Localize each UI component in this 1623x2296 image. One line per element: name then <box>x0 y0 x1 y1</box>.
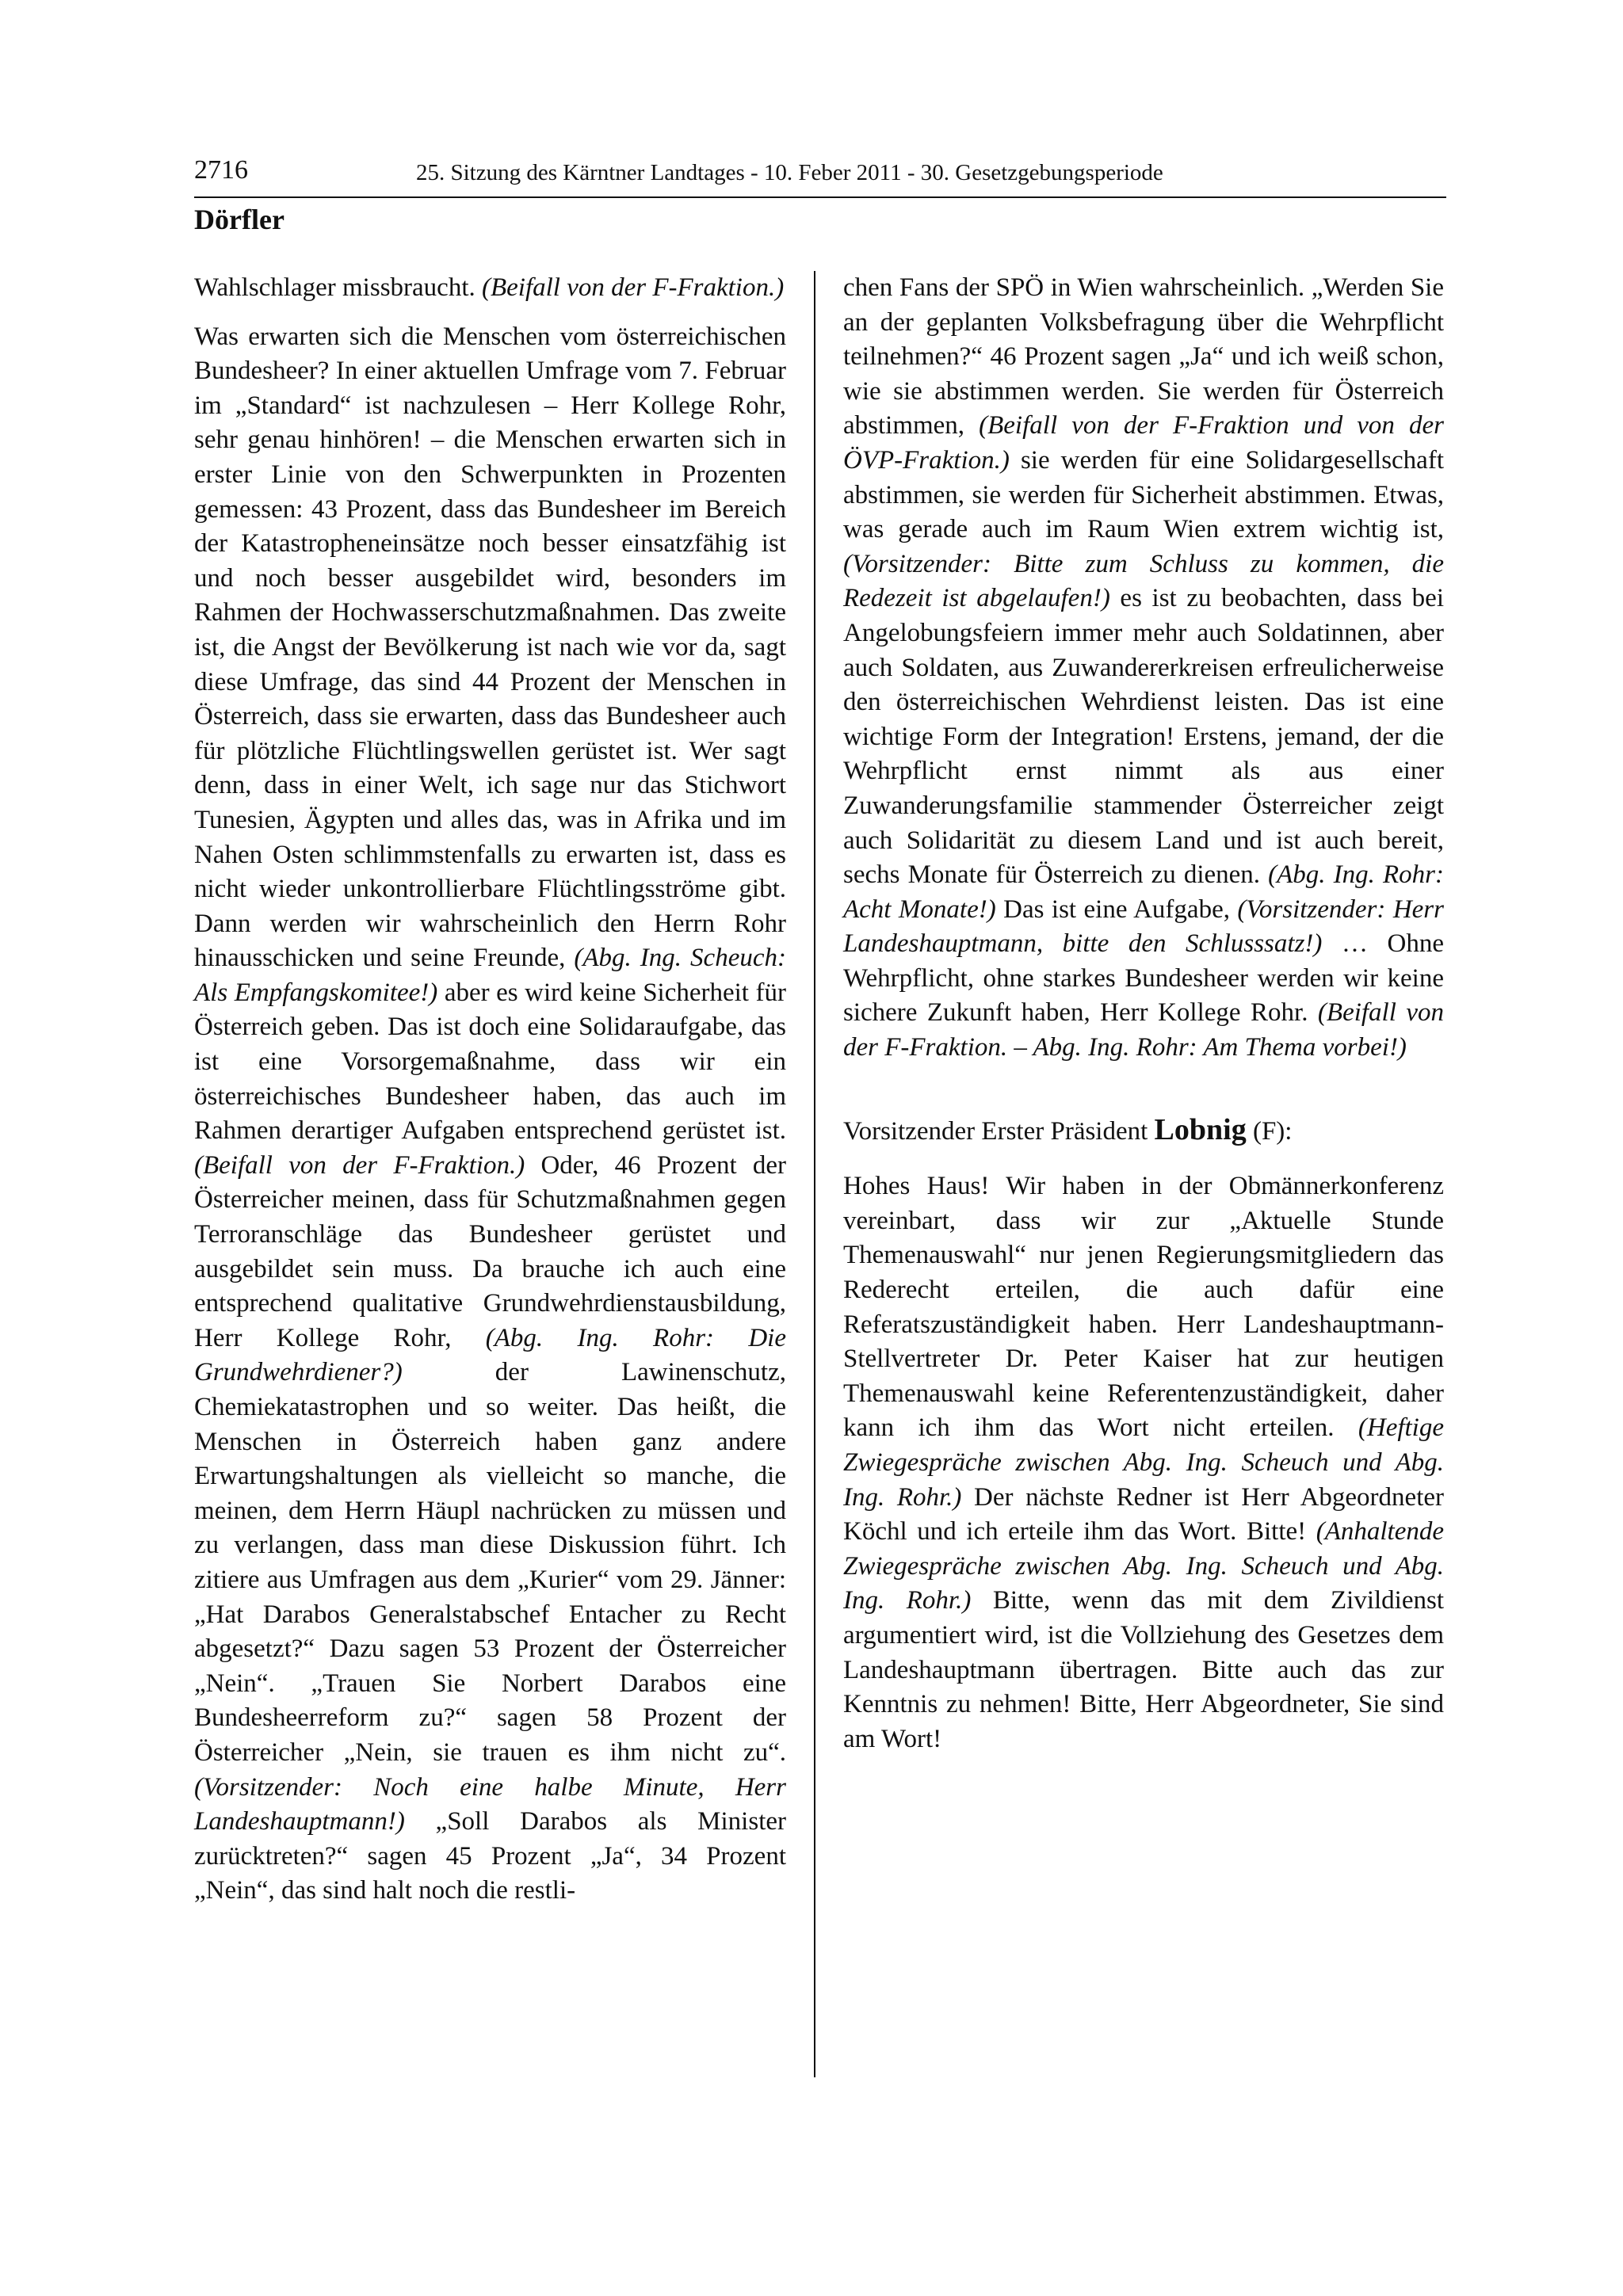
interjection: (Vorsitzender: Noch eine halbe Minute, Herr Landeshauptmann!) <box>194 1772 786 1836</box>
speech-text: Hohes Haus! Wir haben in der Obmännerkonferenz vereinbart, dass wir zur „Aktuelle Stunde Themenauswahl“ nur jenen Regierungsmitgliedern das Rederecht erteilen, die auch dafür eine Referatszuständigkeit haben. Herr Landeshauptmann-Stellvertreter Dr. Peter Kaiser hat zur heutigen Themenauswahl keine Referentenzuständigkeit, daher kann ich ihm das Wort nicht erteilen. <box>843 1172 1444 1443</box>
interjection: (Abg. Ing. Rohr: Die Grundwehrdiener?) <box>194 1323 786 1387</box>
speech-text: chen Fans der SPÖ in Wien wahrscheinlich. „Werden Sie an der geplanten Volksbefragung über die Wehrpflicht teilnehmen?“ 46 Prozent sagen „Ja“ und ich weiß schon, wie sie abstimmen werden. Sie werden für Österreich abstimmen, <box>843 273 1444 441</box>
right-column <box>843 271 1444 1771</box>
left-column <box>194 271 786 1923</box>
interjection: (Beifall von der F-Fraktion. – Abg. Ing. Rohr: Am Thema vorbei!) <box>843 998 1444 1062</box>
speech-text: aber es wird keine Sicherheit für Österreich geben. Das ist doch eine Solidaraufgabe, das ist eine Vorsorgemaßnahme, dass wir ein österreichisches Bundesheer haben, das auch im Rahmen derartiger Aufgaben entsprechend gerüstet ist. <box>194 978 786 1146</box>
page-header <box>194 155 1446 196</box>
interjection: (Beifall von der F-Fraktion.) <box>194 1150 525 1180</box>
speech-text: es ist zu beobachten, dass bei Angelobungsfeiern immer mehr auch Soldatinnen, aber auch Soldaten, aus Zuwandererkreisen erfreulicherweise den österreichischen Wehrdienst leisten. Das ist eine wichtige Form der Integration! Erstens, jemand, der die Wehrpflicht ernst nimmt als aus einer Zuwanderungsfamilie stammender Österreicher zeigt auch Solidarität zu diesem Land und ist auch bereit, sechs Monate für Österreich zu dienen. <box>843 584 1444 890</box>
interjection: (Beifall von der F-Fraktion und von der ÖVP-Fraktion.) <box>843 411 1444 475</box>
column-divider <box>814 271 815 2077</box>
paragraph <box>194 271 786 306</box>
paragraph <box>194 320 786 1909</box>
speech-text: „Soll Darabos als Minister zurücktreten?“ sagen 45 Prozent „Ja“, 34 Prozent „Nein“, das sind halt noch die restli- <box>194 1807 786 1905</box>
speaker-suffix: (F): <box>1246 1116 1293 1146</box>
interjection: (Anhaltende Zwiegespräche zwischen Abg. Ing. Scheuch und Abg. Ing. Rohr.) <box>843 1517 1444 1615</box>
interjection: (Abg. Ing. Scheuch: Als Empfangskomitee!) <box>194 944 786 1007</box>
speech-text: sie werden für eine Solidargesellschaft abstimmen, sie werden für Sicherheit abstimmen. Etwas, was gerade auch im Raum Wien extrem wichtig ist, <box>843 445 1444 544</box>
page-number: 2716 <box>194 155 248 185</box>
speech-text: Oder, 46 Prozent der Österreicher meinen, dass für Schutzmaßnahmen gegen Terroranschläge das Bundesheer gerüstet und ausgebildet sein muss. Da brauche ich auch eine entsprechend qualitative Grundwehrdienstausbildung, Herr Kollege Rohr, <box>194 1150 786 1352</box>
speech-text: Bitte, wenn das mit dem Zivildienst argumentiert wird, ist die Vollziehung des Gesetzes dem Landeshauptmann übertragen. Bitte auch das zur Kenntnis zu nehmen! Bitte, Herr Abgeordneter, Sie sind am Wort! <box>843 1586 1444 1753</box>
interjection: (Abg. Ing. Rohr: Acht Monate!) <box>843 860 1444 924</box>
speech-text: Der nächste Redner ist Herr Abgeordneter Köchl und ich erteile ihm das Wort. Bitte! <box>843 1482 1445 1547</box>
paragraph <box>843 1169 1444 1756</box>
interjection: (Vorsitzender: Herr Landeshauptmann, bitte den Schlusssatz!) <box>843 894 1444 959</box>
header-rule <box>194 196 1446 198</box>
speech-text: Das ist eine Aufgabe, <box>995 894 1238 924</box>
speaker-line <box>843 1113 1444 1150</box>
speech-text: Was erwarten sich die Menschen vom österreichischen Bundesheer? In einer aktuellen Umfrage vom 7. Februar im „Standard“ ist nachzulesen – Herr Kollege Rohr, sehr genau hinhören! – die Menschen erwarten sich in erster Linie von den Schwerpunkten in Prozenten gemessen: 43 Prozent, dass das Bundesheer im Bereich der Katastropheneinsätze noch besser einsatzfähig ist und noch besser ausgebildet wird, besonders im Rahmen der Hochwasserschutzmaßnahmen. Das zweite ist, die Angst der Bevölkerung ist nach wie vor da, sagt diese Umfrage, das sind 44 Prozent der Menschen in Österreich, dass sie erwarten, dass das Bundesheer auch für plötzliche Flüchtlingswellen gerüstet ist. Wer sagt denn, dass in einer Welt, ich sage nur das Stichwort Tunesien, Ägypten und alles das, was in Afrika und im Nahen Osten schlimmstenfalls zu erwarten ist, dass es nicht wieder unkontrollierbare Flüchtlingsströme gibt. Dann werden wir wahrscheinlich den Herrn Rohr hinausschicken und seine Freunde, <box>194 322 786 973</box>
running-title: 25. Sitzung des Kärntner Landtages - 10. Feber 2011 - 30. Gesetzgebungsperiode <box>416 160 1163 185</box>
paragraph <box>843 271 1444 1066</box>
speech-text: der Lawinenschutz, Chemiekatastrophen und so weiter. Das heißt, die Menschen in Österreich haben ganz andere Erwartungshaltungen als vielleicht so manche, die meinen, dem Herrn Häupl nachrücken zu müssen und zu verlangen, dass man diese Diskussion führt. Ich zitiere aus Umfragen aus dem „Kurier“ vom 29. Jänner: „Hat Darabos Generalstabschef Entacher zu Recht abgesetzt?“ Dazu sagen 53 Prozent der Österreicher „Nein“. „Trauen Sie Norbert Darabos eine Bundesheerreform zu?“ sagen 58 Prozent der Österreicher „Nein, sie trauen es ihm nicht zu“. <box>194 1358 786 1767</box>
interjection: (Vorsitzender: Bitte zum Schluss zu kommen, die Redezeit ist abgelaufen!) <box>843 549 1444 613</box>
interjection: (Heftige Zwiegespräche zwischen Abg. Ing. Scheuch und Abg. Ing. Rohr.) <box>843 1413 1444 1512</box>
interjection: (Beifall von der F-Fraktion.) <box>481 273 785 302</box>
speech-text: Wahlschlager missbraucht. <box>194 273 482 302</box>
speaker-name: Lobnig <box>1154 1112 1247 1146</box>
speaker-heading: Dörfler <box>194 204 285 235</box>
speaker-prefix: Vorsitzender Erster Präsident <box>843 1116 1155 1146</box>
speech-text: … Ohne Wehrpflicht, ohne starkes Bundesheer werden wir keine sichere Zukunft haben, Herr Kollege Rohr. <box>843 929 1444 1028</box>
